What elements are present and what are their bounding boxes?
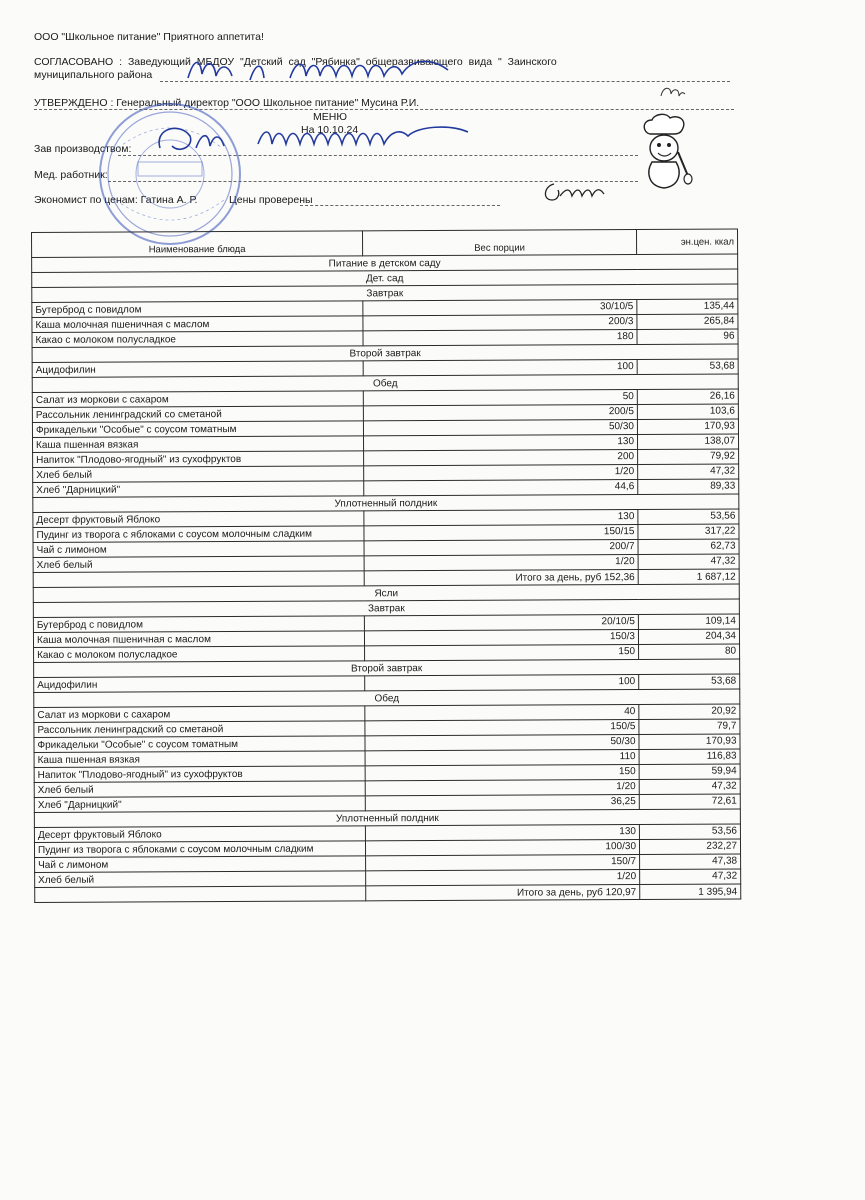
menu-title: МЕНЮ [313, 111, 347, 123]
approved-line: УТВЕРЖДЕНО : Генеральный директор "ООО Школьное питание" Мусина Р.И. [34, 97, 420, 109]
energy-kcal: 79,7 [639, 719, 740, 734]
dish-name: Хлеб белый [33, 556, 364, 573]
portion-weight: 20/10/5 [364, 615, 638, 631]
portion-weight: 1/20 [364, 555, 638, 571]
column-header-dish: Наименование блюда [32, 231, 363, 258]
economist-label: Экономист по ценам: Гатина А. Р. [34, 194, 198, 206]
agreed-line-1: СОГЛАСОВАНО : Заведующий МБДОУ "Детский сад "Рябинка" общеразвивающего вида " Заинского [34, 56, 557, 68]
dish-name: Хлеб белый [34, 781, 365, 798]
dish-name: Каша пшенная вязкая [34, 751, 365, 768]
energy-kcal: 232,27 [639, 839, 740, 854]
dish-name: Хлеб белый [33, 466, 364, 483]
dish-name: Ацидофилин [32, 361, 363, 378]
energy-kcal: 47,32 [640, 869, 741, 884]
prices-checked-label: Цены проверены [229, 194, 313, 206]
energy-kcal: 53,56 [639, 824, 740, 839]
energy-kcal: 109,14 [638, 614, 739, 629]
table-header-row [32, 229, 738, 257]
margin-mark-icon [657, 82, 687, 104]
section-title: Завтрак [33, 599, 739, 617]
column-header-kcal: эн.цен. ккал [636, 229, 737, 254]
dish-name: Хлеб белый [35, 871, 366, 888]
energy-kcal: 317,22 [638, 524, 739, 539]
dish-name: Какао с молоком полусладкое [32, 331, 363, 348]
section-title: Обед [34, 689, 740, 707]
dish-name: Каша молочная пшеничная с маслом [33, 631, 364, 648]
portion-weight: 40 [365, 705, 639, 721]
energy-kcal: 138,07 [637, 434, 738, 449]
day-total-label: Итого за день, руб 120,97 [366, 885, 640, 901]
menu-table [31, 229, 741, 903]
energy-kcal: 265,84 [637, 314, 738, 329]
portion-weight: 150/7 [366, 855, 640, 871]
section-title: Дет. сад [32, 269, 738, 287]
signature-production-icon [150, 118, 490, 162]
dish-name: Бутерброд с повидлом [32, 301, 363, 318]
energy-kcal: 53,68 [637, 359, 738, 374]
portion-weight: 36,25 [365, 795, 639, 811]
energy-kcal: 26,16 [637, 389, 738, 404]
energy-kcal: 53,56 [638, 509, 739, 524]
portion-weight: 100 [363, 360, 637, 376]
portion-weight: 150/15 [364, 525, 638, 541]
section-title: Уплотненный полдник [33, 494, 739, 512]
energy-kcal: 72,61 [639, 794, 740, 809]
energy-kcal: 59,94 [639, 764, 740, 779]
day-total-kcal: 1 687,12 [638, 569, 739, 584]
portion-weight: 200/3 [363, 315, 637, 331]
column-header-weight: Вес порции [362, 230, 636, 256]
section-title: Обед [32, 374, 738, 392]
portion-weight: 180 [363, 330, 637, 346]
day-total-kcal: 1 395,94 [640, 884, 741, 899]
day-total-label: Итого за день, руб 152,36 [364, 570, 638, 586]
dish-name: Каша пшенная вязкая [33, 436, 364, 453]
dish-name: Фрикадельки "Особые" с соусом томатным [32, 421, 363, 438]
dish-name: Десерт фруктовый Яблоко [34, 826, 365, 843]
signature-economist-icon [540, 178, 610, 206]
portion-weight: 50/30 [365, 735, 639, 751]
dish-name: Фрикадельки "Особые" с соусом томатным [34, 736, 365, 753]
energy-kcal: 47,32 [638, 554, 739, 569]
portion-weight: 130 [364, 510, 638, 526]
portion-weight: 100 [365, 675, 639, 691]
section-title: Второй завтрак [32, 344, 738, 362]
table-body [32, 254, 741, 902]
chef-mascot-icon [636, 112, 694, 192]
portion-weight: 150/3 [364, 630, 638, 646]
portion-weight: 130 [364, 435, 638, 451]
dish-name: Чай с лимоном [35, 856, 366, 873]
menu-date: На 10.10.24 [301, 124, 359, 136]
section-title: Питание в детском саду [32, 254, 738, 272]
dish-name: Какао с молоком полусладкое [34, 646, 365, 663]
portion-weight: 200/7 [364, 540, 638, 556]
dish-name: Каша молочная пшеничная с маслом [32, 316, 363, 333]
dish-name: Хлеб "Дарницкий" [33, 481, 364, 498]
energy-kcal: 47,38 [640, 854, 741, 869]
dish-name: Ацидофилин [34, 676, 365, 693]
portion-weight: 50 [363, 390, 637, 406]
portion-weight: 30/10/5 [363, 300, 637, 316]
portion-weight: 100/30 [365, 840, 639, 856]
energy-kcal: 79,92 [638, 449, 739, 464]
dish-name: Пудинг из творога с яблоками с соусом молочным сладким [33, 526, 364, 543]
dish-name: Десерт фруктовый Яблоко [33, 511, 364, 528]
energy-kcal: 20,92 [639, 704, 740, 719]
portion-weight: 150 [365, 765, 639, 781]
company-line: ООО "Школьное питание" Приятного аппетита! [34, 31, 264, 43]
total-row [35, 884, 741, 902]
energy-kcal: 103,6 [637, 404, 738, 419]
portion-weight: 1/20 [365, 780, 639, 796]
dish-name: Напиток "Плодово-ягодный" из сухофруктов [33, 451, 364, 468]
energy-kcal: 80 [639, 644, 740, 659]
portion-weight: 1/20 [366, 870, 640, 886]
portion-weight: 1/20 [364, 465, 638, 481]
energy-kcal: 170,93 [637, 419, 738, 434]
portion-weight: 150 [365, 645, 639, 661]
section-title: Уплотненный полдник [34, 809, 740, 827]
dish-name: Рассольник ленинградский со сметаной [32, 406, 363, 423]
energy-kcal: 116,83 [639, 749, 740, 764]
dish-name: Пудинг из творога с яблоками с соусом молочным сладким [34, 841, 365, 858]
energy-kcal: 170,93 [639, 734, 740, 749]
med-worker-label: Мед. работник: [34, 169, 108, 181]
portion-weight: 200/5 [363, 405, 637, 421]
dish-name: Салат из моркови с сахаром [34, 706, 365, 723]
portion-weight: 44,6 [364, 480, 638, 496]
economist-underline [300, 205, 500, 206]
dish-name: Хлеб "Дарницкий" [34, 796, 365, 813]
section-title: Второй завтрак [34, 659, 740, 677]
portion-weight: 130 [365, 825, 639, 841]
portion-weight: 150/5 [365, 720, 639, 736]
section-title: Завтрак [32, 284, 738, 302]
total-empty-cell [33, 571, 364, 588]
energy-kcal: 96 [637, 329, 738, 344]
total-empty-cell [35, 886, 366, 903]
dish-name: Рассольник ленинградский со сметаной [34, 721, 365, 738]
portion-weight: 110 [365, 750, 639, 766]
dish-name: Напиток "Плодово-ягодный" из сухофруктов [34, 766, 365, 783]
energy-kcal: 135,44 [637, 299, 738, 314]
portion-weight: 200 [364, 450, 638, 466]
dish-name: Чай с лимоном [33, 541, 364, 558]
agreed-line-2: муниципального района [34, 69, 153, 81]
energy-kcal: 62,73 [638, 539, 739, 554]
dish-name: Салат из моркови с сахаром [32, 391, 363, 408]
energy-kcal: 89,33 [638, 479, 739, 494]
portion-weight: 50/30 [363, 420, 637, 436]
energy-kcal: 47,32 [638, 464, 739, 479]
energy-kcal: 204,34 [638, 629, 739, 644]
dish-name: Бутерброд с повидлом [33, 616, 364, 633]
production-head-label: Зав производством: [34, 143, 132, 155]
energy-kcal: 53,68 [639, 674, 740, 689]
signature-head-icon [180, 52, 480, 88]
energy-kcal: 47,32 [639, 779, 740, 794]
section-title: Ясли [33, 584, 739, 602]
